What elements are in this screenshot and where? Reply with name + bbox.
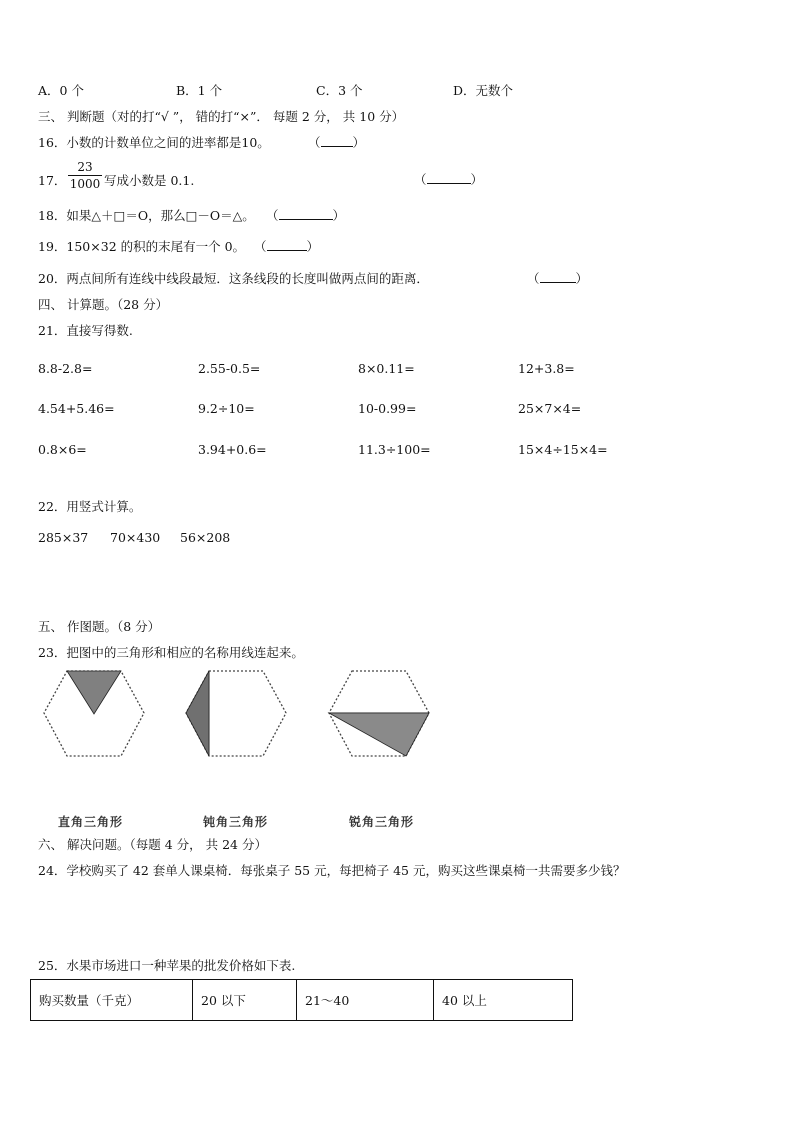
q17-answer-blank[interactable]: （ ） xyxy=(414,172,484,187)
section4-title: 四、 计算题。（28 分） xyxy=(38,297,169,312)
q22-title: 22．用竖式计算。 xyxy=(38,499,142,514)
calc-item: 25×7×4= xyxy=(518,401,582,416)
hexagon-obtuse-triangle-figure xyxy=(182,668,290,762)
calc-item: 4.54+5.46= xyxy=(38,401,115,416)
calc-item: 3.94+0.6= xyxy=(198,442,267,457)
q16-answer-blank[interactable]: （ ） xyxy=(308,135,366,150)
q17-denominator: 1000 xyxy=(69,177,101,191)
option-b: B．1 个 xyxy=(176,83,223,98)
calc-item: 11.3÷100= xyxy=(358,442,431,457)
calc-item: 2.55-0.5= xyxy=(198,361,261,376)
q17-numerator: 23 xyxy=(77,160,93,174)
calc-item: 9.2÷10= xyxy=(198,401,255,416)
calc-item: 10-0.99= xyxy=(358,401,417,416)
q21-title: 21．直接写得数. xyxy=(38,323,133,338)
shaded-obtuse-triangle xyxy=(186,671,209,756)
vertical-calc-item: 285×37 xyxy=(38,530,89,545)
hexagon-acute-triangle-figure xyxy=(325,668,433,762)
q23-title: 23．把图中的三角形和相应的名称用线连起来。 xyxy=(38,645,304,660)
q18-text: 18．如果△＋□＝O，那么□－O＝△。 xyxy=(38,208,255,223)
calc-item: 0.8×6= xyxy=(38,442,87,457)
section3-title: 三、 判断题（对的打“√ ”， 错的打“×”． 每题 2 分， 共 10 分） xyxy=(38,109,405,124)
section6-title: 六、 解决问题。（每题 4 分， 共 24 分） xyxy=(38,837,267,852)
table-header-cell: 20 以下 xyxy=(192,979,297,1021)
section5-title: 五、 作图题。（8 分） xyxy=(38,619,161,634)
q16-text: 16．小数的计数单位之间的进率都是10。 xyxy=(38,135,270,150)
fraction-bar xyxy=(68,175,102,176)
calc-item: 15×4÷15×4= xyxy=(518,442,608,457)
table-header-cell: 购买数量（千克） xyxy=(30,979,193,1021)
calc-item: 8×0.11= xyxy=(358,361,415,376)
label-obtuse-triangle: 钝角三角形 xyxy=(203,815,269,829)
option-d: D．无数个 xyxy=(453,83,514,98)
q19-text: 19．150×32 的积的末尾有一个 0。 xyxy=(38,239,246,254)
table-header-cell: 21～40 xyxy=(296,979,434,1021)
q17-fraction xyxy=(68,160,102,191)
q19-answer-blank[interactable]: （ ） xyxy=(254,239,320,254)
q17-text: 写成小数是 0.1. xyxy=(104,173,195,188)
option-a: A．0 个 xyxy=(38,83,84,98)
vertical-calc-item: 56×208 xyxy=(180,530,231,545)
q24-text: 24．学校购买了 42 套单人课桌椅．每张桌子 55 元，每把椅子 45 元，购买这些课桌椅一共需要多少钱？ xyxy=(38,863,626,878)
q18-answer-blank[interactable]: （ ） xyxy=(266,208,346,223)
shaded-acute-triangle xyxy=(329,713,429,756)
table-header-cell: 40 以上 xyxy=(433,979,573,1021)
shaded-right-triangle xyxy=(67,671,121,714)
option-c: C．3 个 xyxy=(316,83,363,98)
calc-item: 8.8-2.8= xyxy=(38,361,93,376)
vertical-calc-item: 70×430 xyxy=(110,530,161,545)
calc-item: 12+3.8= xyxy=(518,361,575,376)
q25-text: 25．水果市场进口一种苹果的批发价格如下表. xyxy=(38,958,296,973)
label-right-triangle: 直角三角形 xyxy=(58,815,124,829)
hexagon-right-triangle-figure xyxy=(40,668,148,762)
q20-text: 20．两点间所有连线中线段最短．这条线段的长度叫做两点间的距离． xyxy=(38,271,429,286)
q17-number: 17． xyxy=(38,173,67,188)
q20-answer-blank[interactable]: （ ） xyxy=(527,271,589,286)
label-acute-triangle: 锐角三角形 xyxy=(349,815,415,829)
